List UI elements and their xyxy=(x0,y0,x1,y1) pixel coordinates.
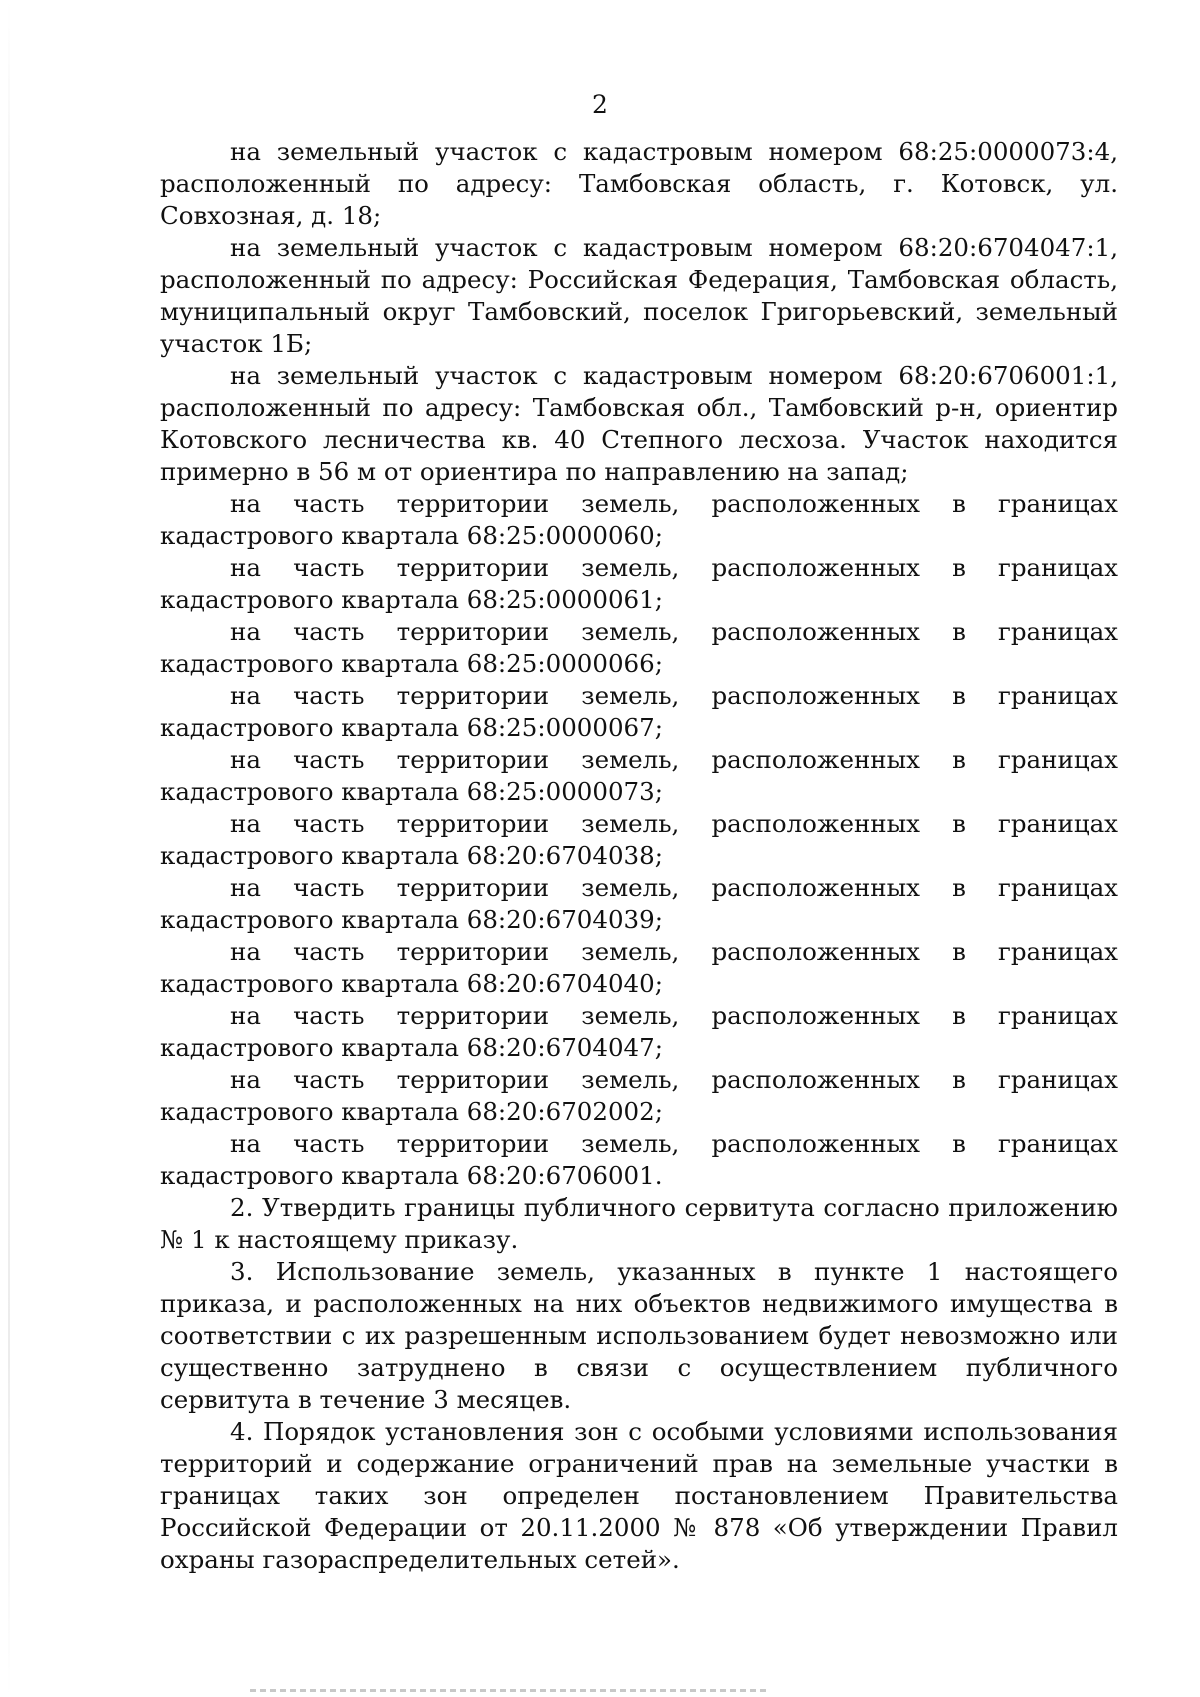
paragraph-item-3-land-use: 3. Использование земель, указанных в пункте 1 настоящего приказа, и расположенных на них объектов недвижимого имущества в соответствии с их разрешенным использованием будет невозможно или существенно затруднено в связи с осуществлением публичного сервитута в течение 3 месяцев. xyxy=(160,1257,1118,1414)
page-number: 2 xyxy=(592,90,608,119)
paragraph-quarter-68-25-0000061: на часть территории земель, расположенных в границах кадастрового квартала 68:25:0000061; xyxy=(160,553,1118,614)
paragraph-quarter-68-20-6704038: на часть территории земель, расположенных в границах кадастрового квартала 68:20:6704038; xyxy=(160,809,1118,870)
paragraph-quarter-68-20-6704047: на часть территории земель, расположенных в границах кадастрового квартала 68:20:6704047; xyxy=(160,1001,1118,1062)
paragraph-land-plot-68-25-0000073-4: на земельный участок с кадастровым номером 68:25:0000073:4, расположенный по адресу: Тамбовская область, г. Котовск, ул. Совхозная, д. 18; xyxy=(160,137,1118,230)
paragraph-land-plot-68-20-6706001-1: на земельный участок с кадастровым номером 68:20:6706001:1, расположенный по адресу: Тамбовская обл., Тамбовский р-н, ориентир Котовского лесничества кв. 40 Степного лесхоза. Участок находится примерно в 56 м от ориентира по направлению на запад; xyxy=(160,361,1118,486)
scan-edge-shadow xyxy=(8,0,10,1697)
paragraph-quarter-68-20-6702002: на часть территории земель, расположенных в границах кадастрового квартала 68:20:6702002; xyxy=(160,1065,1118,1126)
paragraph-quarter-68-20-6704040: на часть территории земель, расположенных в границах кадастрового квартала 68:20:6704040; xyxy=(160,937,1118,998)
paragraph-quarter-68-25-0000067: на часть территории земель, расположенных в границах кадастрового квартала 68:25:0000067; xyxy=(160,681,1118,742)
scan-bottom-artifact xyxy=(250,1689,770,1692)
paragraph-item-4-zones: 4. Порядок установления зон с особыми условиями использования территорий и содержание ограничений прав на земельные участки в границах таких зон определен постановлением Правительства Российской Федерации от 20.11.2000 № 878 «Об утверждении Правил охраны газораспределительных сетей». xyxy=(160,1417,1118,1574)
paragraph-quarter-68-25-0000060: на часть территории земель, расположенных в границах кадастрового квартала 68:25:0000060; xyxy=(160,489,1118,550)
paragraph-land-plot-68-20-6704047-1: на земельный участок с кадастровым номером 68:20:6704047:1, расположенный по адресу: Российская Федерация, Тамбовская область, муниципальный округ Тамбовский, поселок Григорьевский, земельный участок 1Б; xyxy=(160,233,1118,358)
paragraph-quarter-68-20-6706001: на часть территории земель, расположенных в границах кадастрового квартала 68:20:6706001. xyxy=(160,1129,1118,1190)
paragraph-quarter-68-25-0000066: на часть территории земель, расположенных в границах кадастрового квартала 68:25:0000066; xyxy=(160,617,1118,678)
document-body xyxy=(160,136,1118,1576)
paragraph-quarter-68-25-0000073: на часть территории земель, расположенных в границах кадастрового квартала 68:25:0000073; xyxy=(160,745,1118,806)
paragraph-item-2-boundaries: 2. Утвердить границы публичного сервитута согласно приложению № 1 к настоящему приказу. xyxy=(160,1193,1118,1254)
paragraph-quarter-68-20-6704039: на часть территории земель, расположенных в границах кадастрового квартала 68:20:6704039; xyxy=(160,873,1118,934)
